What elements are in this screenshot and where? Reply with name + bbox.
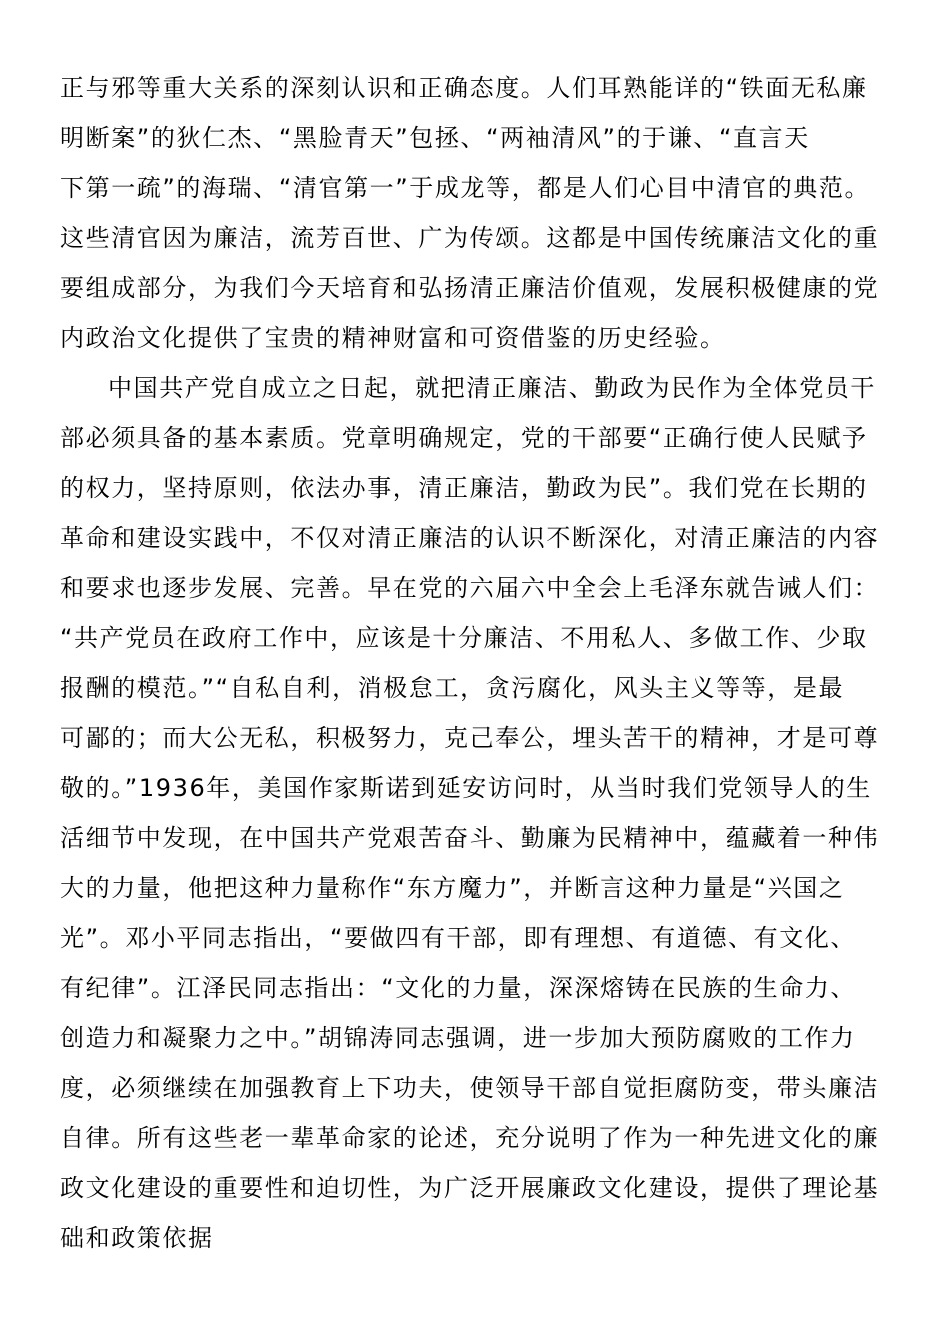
paragraph-line: 内政治文化提供了宝贵的精神财富和可资借鉴的历史经验。 [60, 324, 726, 352]
paragraph-line: 下第一疏”的海瑞、“清官第一”于成龙等，都是人们心目中清官的典范。 [60, 174, 871, 202]
paragraph-1 [60, 63, 890, 363]
paragraph-line: 和要求也逐步发展、完善。早在党的六届六中全会上毛泽东就告诫人们： [60, 574, 880, 602]
paragraph-line: 这些清官因为廉洁，流芳百世、广为传颂。这都是中国传统廉洁文化的重 [60, 224, 880, 252]
paragraph-2 [60, 363, 890, 1263]
paragraph-line: 可鄙的；而大公无私，积极努力，克己奉公，埋头苦干的精神，才是可尊 [60, 724, 880, 752]
paragraph-line: 有纪律”。江泽民同志指出：“文化的力量，深深熔铸在民族的生命力、 [60, 974, 857, 1002]
paragraph-line: 的权力，坚持原则，依法办事，清正廉洁，勤政为民”。我们党在长期的 [60, 474, 868, 502]
paragraph-line: 革命和建设实践中，不仅对清正廉洁的认识不断深化，对清正廉洁的内容 [60, 524, 880, 552]
paragraph-line: 大的力量，他把这种力量称作“东方魔力”，并断言这种力量是“兴国之 [60, 874, 845, 902]
paragraph-line: 明断案”的狄仁杰、“黑脸青天”包拯、“两袖清风”的于谦、“直言天 [60, 124, 810, 152]
paragraph-line: 敬的。”1936年，美国作家斯诺到延安访问时，从当时我们党领导人的生 [60, 774, 872, 802]
paragraph-line: 部必须具备的基本素质。党章明确规定，党的干部要“正确行使人民赋予 [60, 424, 868, 452]
paragraph-line: 度，必须继续在加强教育上下功夫，使领导干部自觉拒腐防变，带头廉洁 [60, 1074, 880, 1102]
paragraph-line: 创造力和凝聚力之中。”胡锦涛同志强调，进一步加大预防腐败的工作力 [60, 1024, 856, 1052]
paragraph-line: “共产党员在政府工作中，应该是十分廉洁、不用私人、多做工作、少取 [60, 624, 868, 652]
paragraph-line: 自律。所有这些老一辈革命家的论述，充分说明了作为一种先进文化的廉 [60, 1124, 880, 1152]
paragraph-line: 要组成部分，为我们今天培育和弘扬清正廉洁价值观，发展积极健康的党 [60, 274, 880, 302]
paragraph-line: 正与邪等重大关系的深刻认识和正确态度。人们耳熟能详的“铁面无私廉 [60, 74, 868, 102]
paragraph-line: 中国共产党自成立之日起，就把清正廉洁、勤政为民作为全体党员干 [108, 374, 876, 402]
paragraph-line: 政文化建设的重要性和迫切性，为广泛开展廉政文化建设，提供了理论基 [60, 1174, 880, 1202]
paragraph-line: 光”。邓小平同志指出，“要做四有干部，即有理想、有道德、有文化、 [60, 924, 857, 952]
paragraph-line: 活细节中发现，在中国共产党艰苦奋斗、勤廉为民精神中，蕴藏着一种伟 [60, 824, 880, 852]
paragraph-line: 报酬的模范。”“自私自利，消极怠工，贪污腐化，风头主义等等，是最 [60, 674, 845, 702]
paragraph-line: 础和政策依据 [60, 1224, 214, 1252]
